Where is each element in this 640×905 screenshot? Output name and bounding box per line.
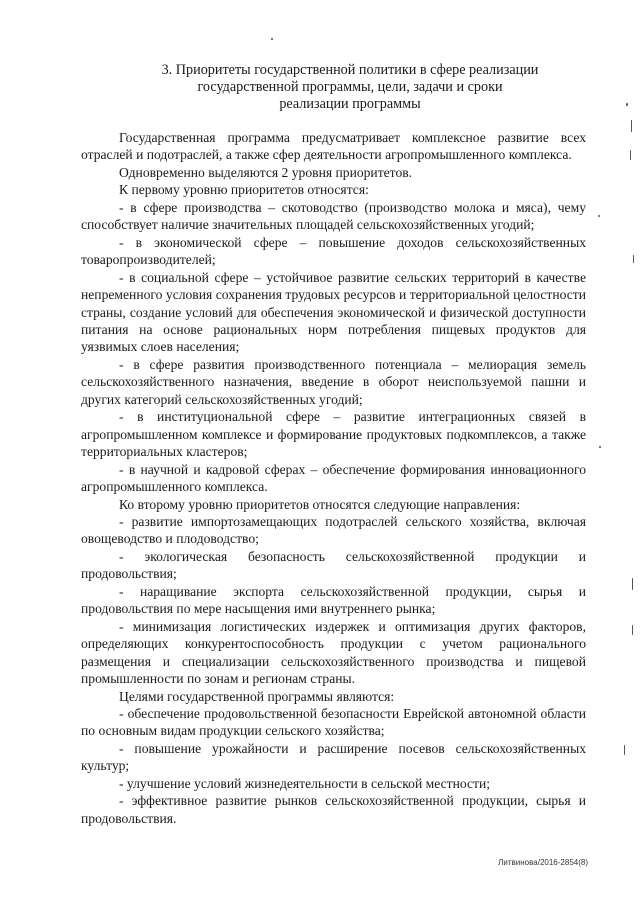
scan-speck	[631, 120, 632, 132]
body-paragraph: - экологическая безопасность сельскохозяйственной продукции и продовольствия;	[81, 548, 586, 582]
document-footer-code: Литвинова/2016-2854(8)	[498, 858, 588, 867]
scan-speck	[626, 103, 628, 106]
body-paragraph: - в социальной сфере – устойчивое развитие сельских территорий в качестве непременного условия сохранения трудовых ресурсов и территориальной целостности страны, создание условий для обеспечения экономической и физической доступности питания на основе рациональных норм потребления пищевых продуктов для уязвимых слоев населения;	[81, 269, 586, 355]
section-heading-line: 3. Приоритеты государственной политики в сфере реализации	[161, 62, 539, 78]
body-paragraph: - в научной и кадровой сферах – обеспечение формирования инновационного агропромышленного комплекса.	[81, 461, 586, 495]
scan-speck	[598, 215, 600, 217]
body-paragraph: - обеспечение продовольственной безопасности Еврейской автономной области по основным видам продукции сельского хозяйства;	[81, 705, 586, 739]
body-paragraph: К первому уровню приоритетов относятся:	[119, 182, 369, 198]
body-paragraph: - минимизация логистических издержек и оптимизация других факторов, определяющих конкурентоспособность продукции с учетом рационального размещения и специализации сельскохозяйственного производства и пищевой промышленности по зонам и регионам страны.	[81, 618, 586, 687]
body-paragraph: - наращивание экспорта сельскохозяйственной продукции, сырья и продовольствия по мере насыщения ими внутреннего рынка;	[81, 583, 586, 617]
scan-speck	[632, 625, 633, 635]
body-paragraph: Государственная программа предусматривает комплексное развитие всех отраслей и подотраслей, а также сфер деятельности агропромышленного комплекса.	[81, 130, 586, 163]
section-heading-line: реализации программы	[279, 96, 421, 112]
scan-speck	[632, 578, 633, 590]
body-paragraph: - повышение урожайности и расширение посевов сельскохозяйственных культур;	[81, 740, 586, 774]
body-paragraph: - в экономической сфере – повышение доходов сельскохозяйственных товаропроизводителей;	[81, 234, 586, 268]
scan-speck	[271, 38, 273, 40]
body-paragraph: - улучшение условий жизнедеятельности в сельской местности;	[119, 775, 491, 791]
body-paragraph: Одновременно выделяются 2 уровня приоритетов.	[119, 164, 413, 180]
body-paragraph: - развитие импортозамещающих подотраслей сельского хозяйства, включая овощеводство и плодоводство;	[81, 513, 586, 547]
body-paragraph: - в сфере производства – скотоводство (производство молока и мяса), чему способствует наличие значительных площадей сельскохозяйственных угодий;	[81, 199, 586, 233]
scan-speck	[624, 745, 625, 755]
scan-speck	[630, 150, 631, 160]
section-heading	[110, 62, 590, 113]
scan-speck	[633, 255, 634, 263]
body-paragraph: - в сфере развития производственного потенциала – мелиорация земель сельскохозяйственного назначения, введение в оборот неиспользуемой пашни и других категорий сельскохозяйственных угодий;	[81, 356, 586, 407]
body-paragraph: Ко второму уровню приоритетов относятся следующие направления:	[119, 496, 521, 512]
scan-speck	[599, 446, 601, 448]
body-paragraph: - в институциональной сфере – развитие интеграционных связей в агропромышленном комплексе и формирование продуктовых подкомплексов, а также территориальных кластеров;	[81, 409, 586, 460]
section-heading-line: государственной программы, цели, задачи и сроки	[197, 79, 503, 95]
body-paragraph: - эффективное развитие рынков сельскохозяйственной продукции, сырья и продовольствия.	[81, 793, 586, 826]
body-paragraph: Целями государственной программы являются:	[119, 688, 395, 704]
document-body	[81, 129, 586, 827]
